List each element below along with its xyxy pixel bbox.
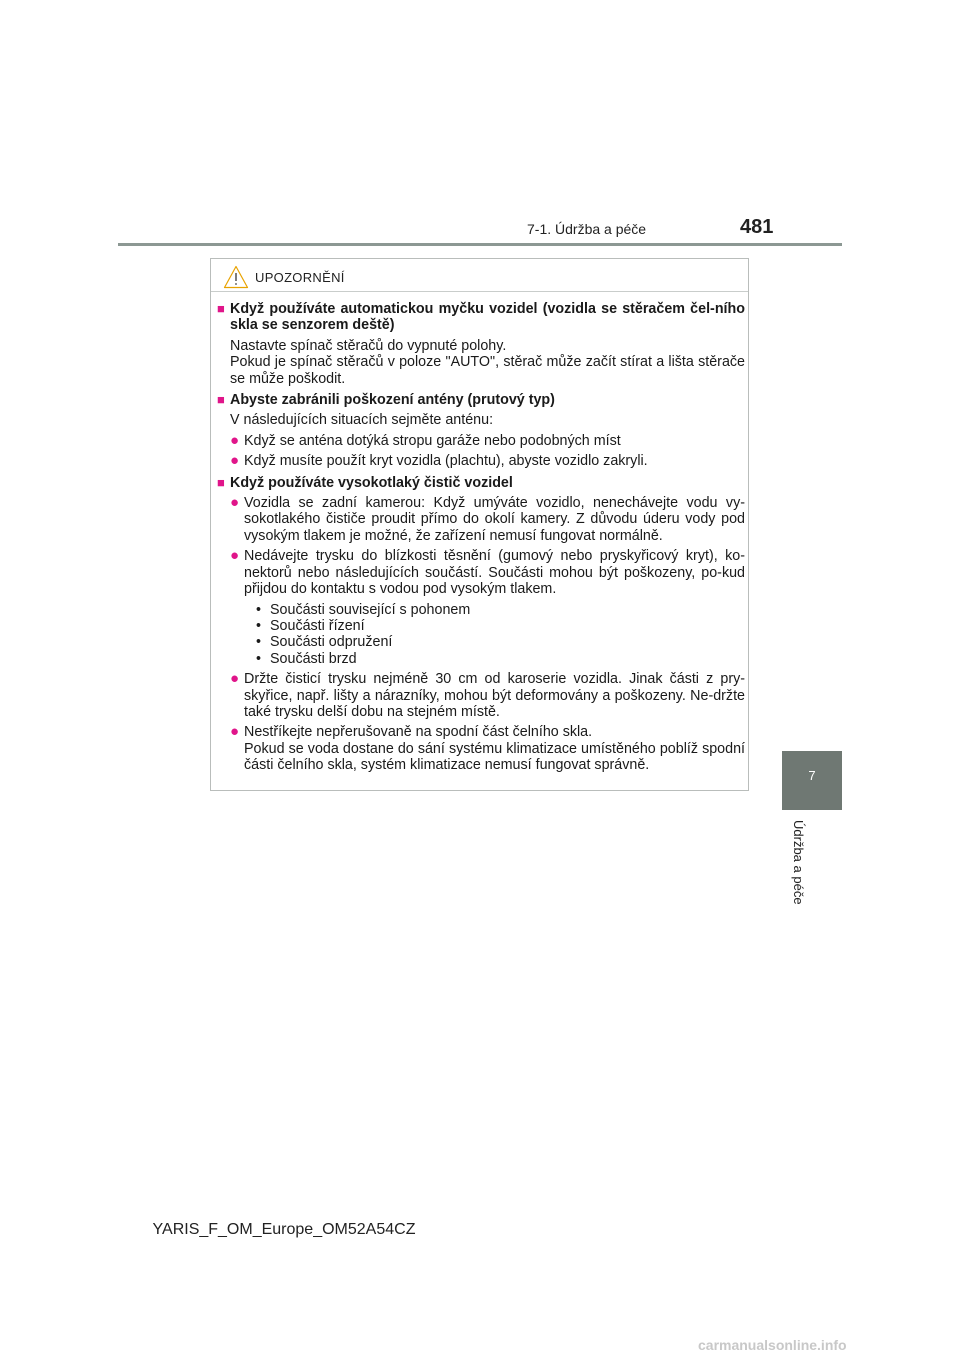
section-title: Když používáte automatickou myčku vozidel (vozidla se stěračem čel-ního skla se senzorem deště) — [230, 301, 745, 334]
sub-list-item-text: Součásti odpružení — [270, 634, 393, 651]
chapter-side-label: Údržba a péče — [791, 820, 806, 905]
circle-bullet-icon: ● — [230, 670, 240, 688]
paragraph: V následujících situacích sejměte anténu: — [230, 412, 494, 429]
header-rule — [118, 243, 842, 246]
list-item — [230, 433, 745, 449]
section-heading — [217, 392, 745, 408]
sub-list — [244, 602, 745, 668]
list-item-body — [244, 724, 745, 773]
square-bullet-icon: ■ — [217, 392, 225, 408]
warning-triangle-icon — [223, 265, 249, 289]
circle-bullet-icon: ● — [230, 431, 240, 449]
section-heading — [217, 475, 745, 491]
section-pressure-washer — [217, 475, 745, 774]
watermark-link[interactable]: carmanualsonline.info — [698, 1337, 847, 1353]
list-item-text: Když se anténa dotýká stropu garáže nebo podobných míst — [244, 432, 621, 449]
list-item — [230, 671, 745, 720]
circle-bullet-icon: ● — [230, 452, 240, 470]
warning-content — [217, 301, 745, 779]
sub-list-item-text: Součásti brzd — [270, 650, 357, 667]
list-item — [230, 453, 745, 469]
list-item-text-extra: Pokud se voda dostane do sání systému klimatizace umístěného poblíž spodní části čelního skla, systém klimatizace nemusí fungovat správně. — [244, 740, 745, 774]
list-item-text: Když musíte použít kryt vozidla (plachtu), abyste vozidlo zakryli. — [244, 453, 648, 470]
list-item-text: Nedávejte trysku do blízkosti těsnění (gumový nebo pryskyřicový kryt), ko-nektorů nebo následujících součástí. Součásti mohou být poškozeny, po-kud přijdou do kontaktu s vodou pod vysokým tlakem. — [244, 548, 745, 598]
warning-header — [223, 263, 345, 291]
section-heading — [217, 301, 745, 334]
warning-divider — [211, 291, 748, 292]
header-section-title: 7-1. Údržba a péče — [527, 221, 647, 237]
section-title: Abyste zabránili poškození antény (prutový typ) — [230, 392, 555, 409]
square-bullet-icon: ■ — [217, 301, 225, 316]
sub-list-item: • Součásti brzd — [256, 650, 357, 667]
chapter-tab — [782, 751, 842, 810]
list-item-text: Nestříkejte nepřerušovaně na spodní část čelního skla. — [244, 724, 593, 741]
sub-list-item-text: Součásti související s pohonem — [270, 601, 471, 618]
section-antenna — [217, 392, 745, 470]
paragraph: Pokud je spínač stěračů v poloze "AUTO", stěrač může začít stírat a lišta stěrače se může poškodit. — [230, 354, 745, 387]
list-item-text: Vozidla se zadní kamerou: Když umýváte vozidlo, nenechávejte vodu vy-sokotlakého čističe proudit přímo do okolí kamery. Z důvodu úderu vody pod vysokým tlakem je možné, že zařízení nemusí fungovat normálně. — [244, 495, 745, 544]
circle-bullet-icon: ● — [230, 547, 240, 565]
warning-box — [210, 258, 749, 791]
square-bullet-icon: ■ — [217, 474, 225, 490]
sub-list-item-text: Součásti řízení — [270, 617, 365, 634]
chapter-tab-number: 7 — [808, 768, 816, 783]
sub-list-item: • Součásti odpružení — [256, 634, 393, 651]
page-number: 481 — [740, 216, 774, 238]
paragraph: Nastavte spínač stěračů do vypnuté polohy. — [230, 337, 507, 354]
footer-doc-id: YARIS_F_OM_Europe_OM52A54CZ — [152, 1221, 416, 1238]
warning-title: UPOZORNĚNÍ — [255, 269, 345, 285]
list-item — [230, 724, 745, 773]
section-car-wash — [217, 301, 745, 387]
list-item — [230, 495, 745, 544]
list-item-body — [244, 548, 745, 667]
list-item-text: Držte čisticí trysku nejméně 30 cm od karoserie vozidla. Jinak části z pry-skyřice, např. lišty a nárazníky, mohou být deformovány a poškozeny. Ne-držte také trysku delší dobu na stejném místě. — [244, 671, 745, 720]
sub-list-item: • Součásti řízení — [256, 617, 365, 634]
list-item — [230, 548, 745, 667]
circle-bullet-icon: ● — [230, 723, 240, 741]
circle-bullet-icon: ● — [230, 494, 240, 512]
section-title: Když používáte vysokotlaký čistič vozidel — [230, 474, 513, 491]
sub-list-item: • Součásti související s pohonem — [256, 601, 471, 618]
